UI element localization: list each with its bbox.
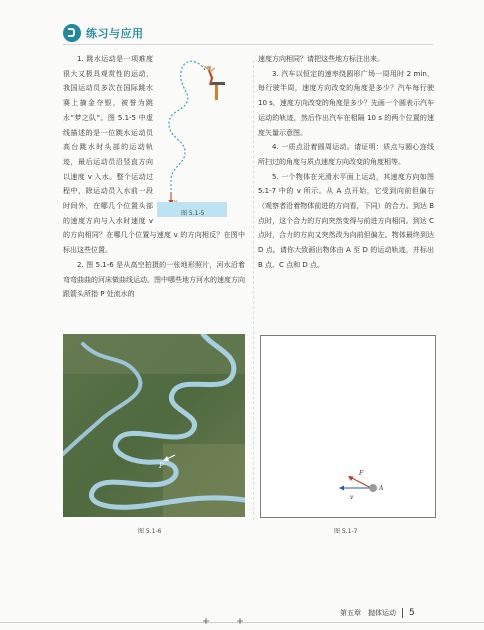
section-header bbox=[63, 24, 144, 42]
question-5: 5. 一个物体在光滑水平面上运动，其速度方向如图 5.1-7 中的 v 所示。从 A 点开始，它受到向前但偏右（观察者沿着物体前进的方向看，下同）的合力。到达 B 点时，这个合力的方向突然变得与前进方向相同。到达 C 点时，合力的方向又突然改为向前但偏左。物体最终到达 D 点。请你大致画出物体由 A 至 D 的运动轨迹，并标出 B 点、C 点和 D 点。 bbox=[258, 172, 434, 269]
figure-5-1-7-caption: 图 5.1-7 bbox=[334, 528, 358, 535]
force-diagram bbox=[261, 336, 435, 517]
head-trajectory bbox=[169, 61, 205, 194]
figure-5-1-6-caption: 图 5.1-6 bbox=[138, 528, 162, 535]
question-2-part-2: 速度方向相同？请把这些地方标注出来。 bbox=[258, 55, 384, 63]
diving-trajectory-diagram bbox=[157, 52, 245, 217]
question-2-part-1: 2. 图 5.1-6 是从高空拍摄的一张地形照片，河水沿着弯弯曲曲的河床做曲线运动。图中哪些地方河水的速度方向跟箭头所指 P 处流水的 bbox=[63, 260, 245, 299]
velocity-vector-head bbox=[339, 486, 344, 491]
point-a-label: A bbox=[379, 485, 384, 492]
pencil-icon bbox=[63, 24, 81, 42]
question-4: 4. 一质点沿着圆周运动。请证明：质点与圆心连线所扫过的角度与质点速度方向改变的角度相等。 bbox=[258, 143, 434, 166]
river-illustration bbox=[63, 334, 245, 517]
figure-5-1-5 bbox=[157, 52, 245, 217]
question-3: 3. 汽车以恒定的速率绕圆形广场一周用时 2 min，每行驶半周，速度方向改变的角度是多少？汽车每行驶 10 s，速度方向改变的角度是多少？先画一个圆表示汽车运动的轨迹，然后作出汽车在相隔 10 s 的两个位置的速度矢量示意图。 bbox=[258, 69, 434, 137]
force-label: F bbox=[359, 470, 364, 477]
crop-mark-icon bbox=[203, 618, 209, 624]
section-title: 练习与应用 bbox=[86, 27, 144, 40]
chapter-label: 第五章 抛体运动 bbox=[340, 609, 396, 617]
figure-5-1-7 bbox=[260, 335, 436, 518]
crop-mark-icon bbox=[237, 618, 243, 624]
header-rule bbox=[63, 44, 433, 45]
page-footer bbox=[340, 608, 415, 618]
platform-post bbox=[215, 84, 218, 100]
question-1: 1. 跳水运动是一项难度很大又极具观赏性的运动，我国运动员多次在国际跳水赛上摘金夺银，被誉为跳水“梦之队”。图 5.1-5 中虚线描述的是一位跳水运动员高台跳水时头部的运动轨迹，最后运动员沿竖直方向以速度 v 入水。整个运动过程中，除运动员入水前一段时间外，在哪几个位置头部的速度方向与入水时速度 v 的方向相同？在哪几个位置与速度 v 的方向相反？在图中标出这些位置。 bbox=[63, 55, 245, 255]
force-vector bbox=[350, 477, 371, 488]
river-aerial-photo bbox=[63, 334, 245, 517]
footer-separator bbox=[402, 608, 403, 618]
left-column bbox=[63, 52, 245, 302]
platform-board bbox=[211, 82, 225, 85]
page-number: 5 bbox=[409, 608, 415, 618]
p-label: P bbox=[159, 462, 164, 470]
column-divider bbox=[253, 60, 255, 520]
velocity-label: v bbox=[350, 494, 354, 501]
figure-5-1-5-caption: 图 5.1-5 bbox=[181, 210, 205, 217]
object-ball bbox=[369, 484, 377, 492]
right-column bbox=[258, 52, 434, 273]
